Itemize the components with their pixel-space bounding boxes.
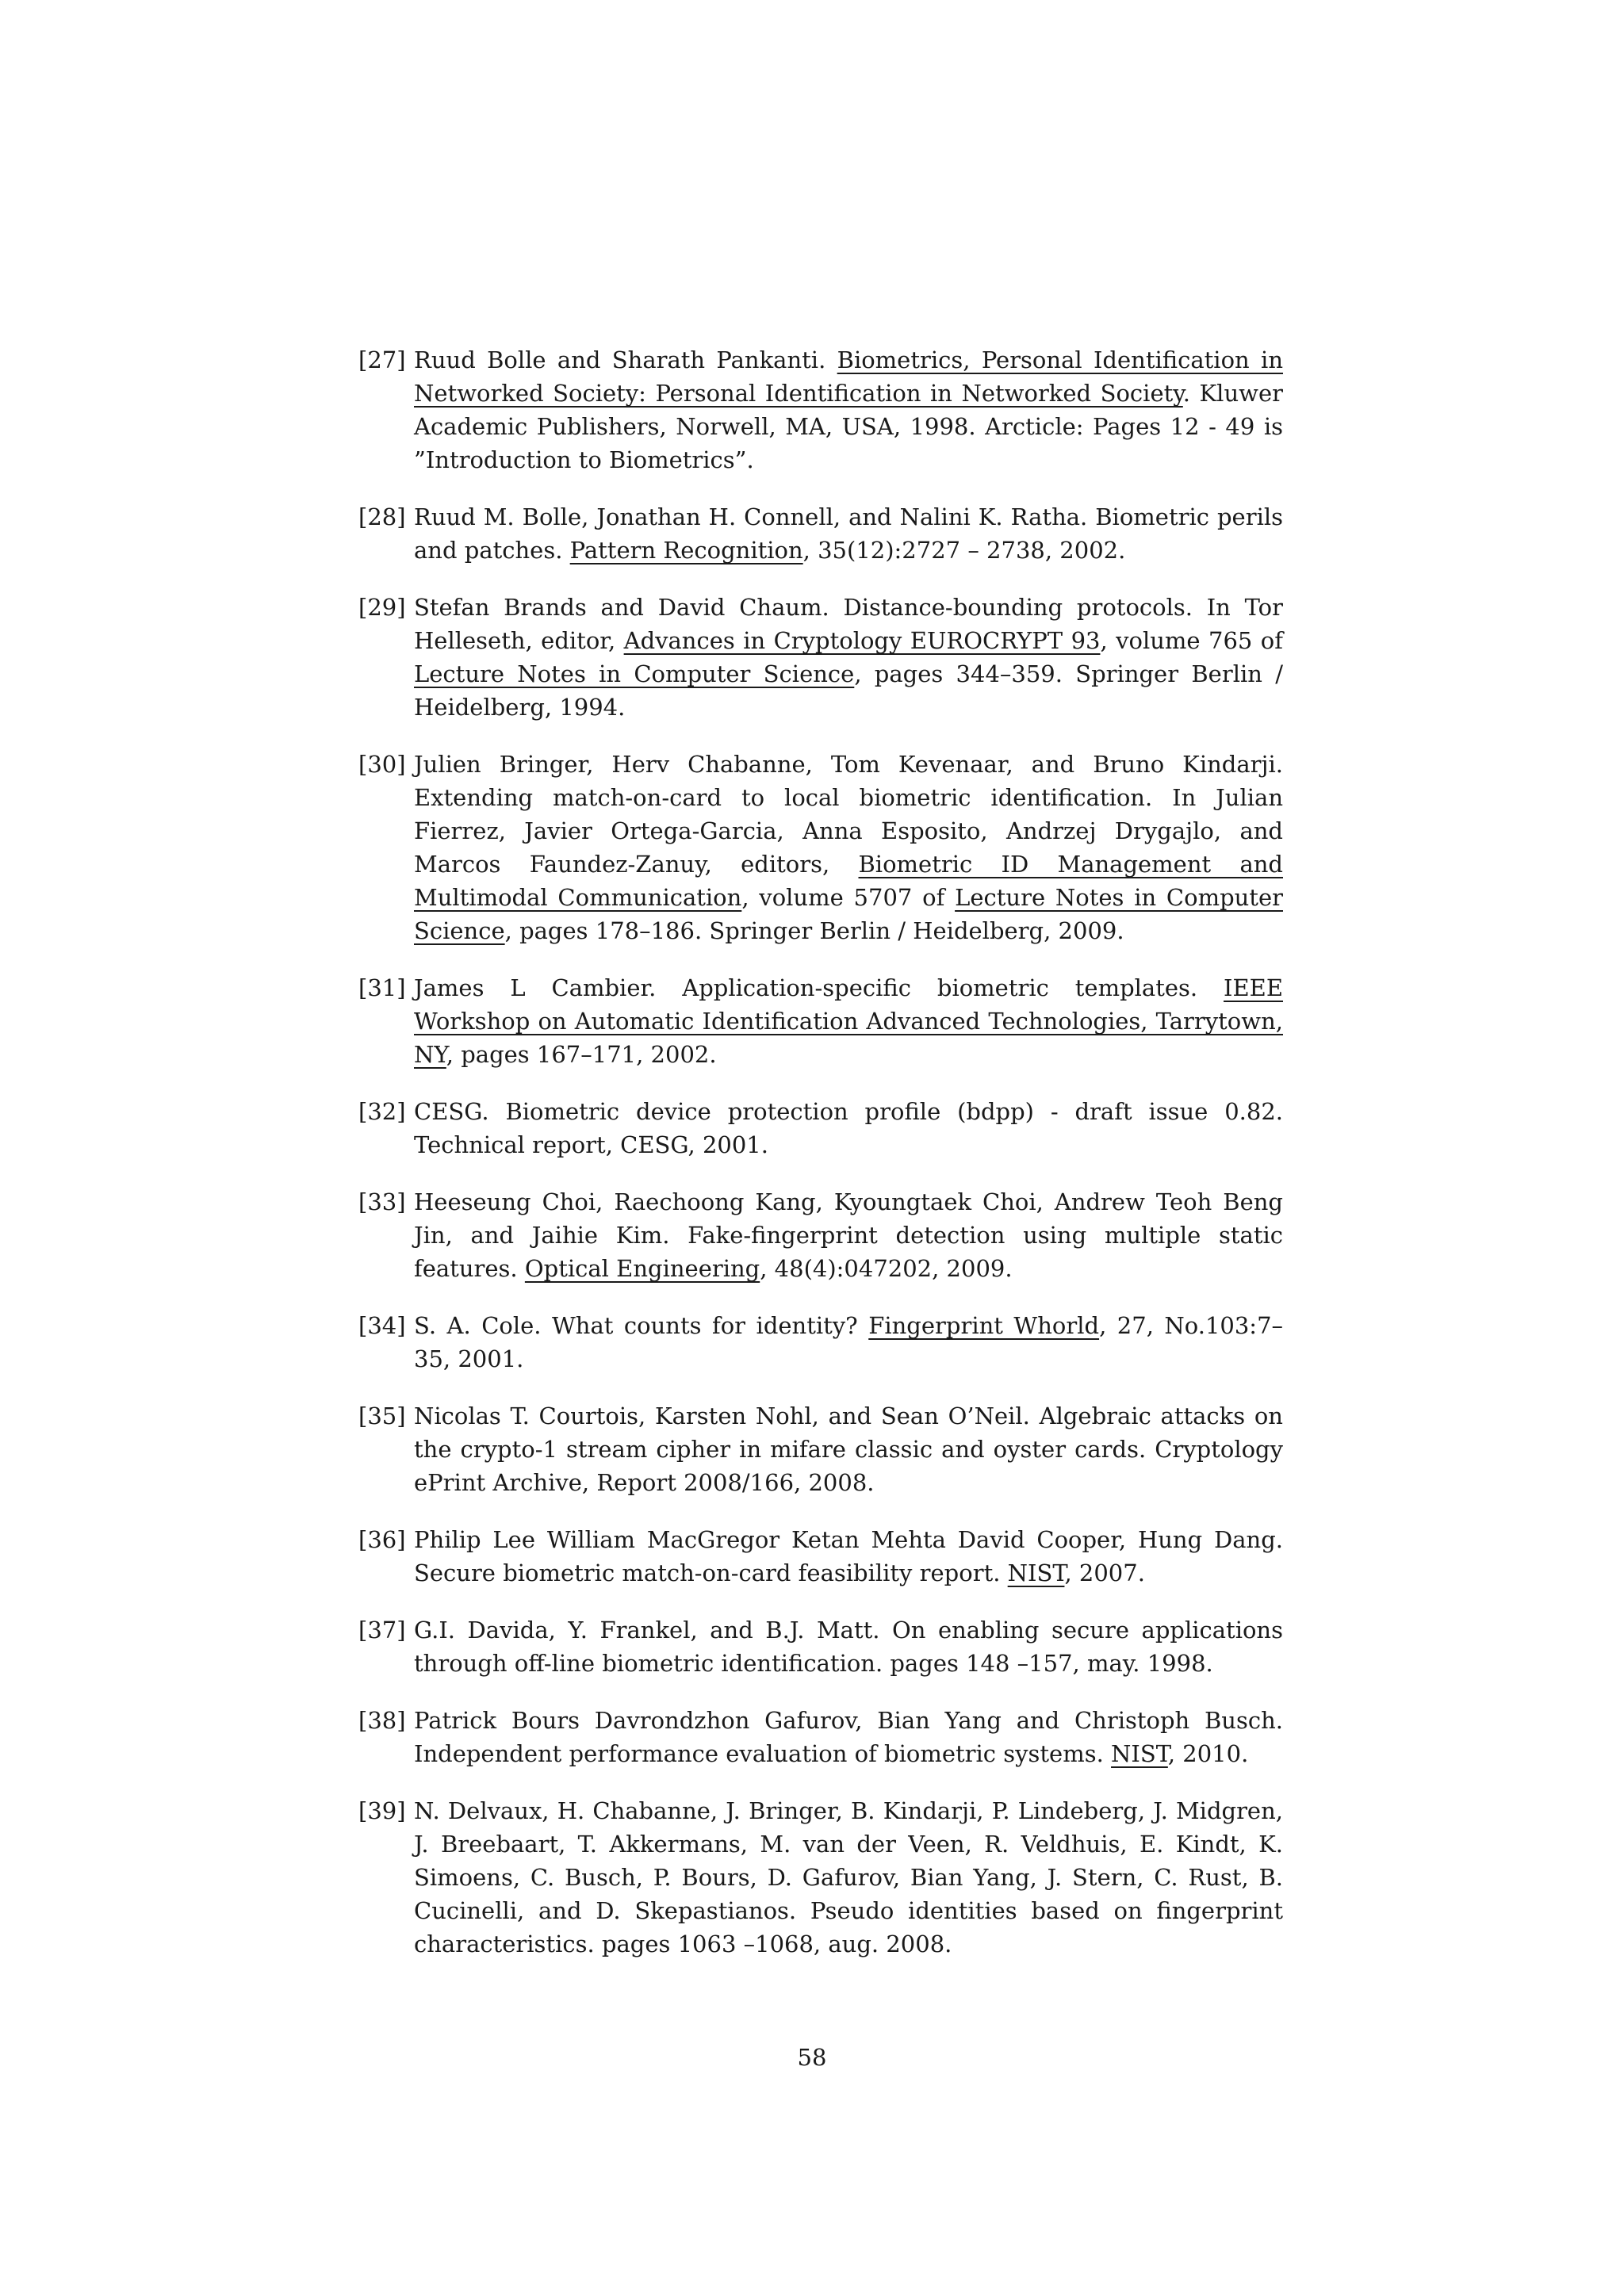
reference-venue: Advances in Cryptology EUROCRYPT 93 — [623, 627, 1101, 654]
reference-entry — [358, 1794, 1283, 1961]
reference-number: [33] — [358, 1188, 406, 1215]
reference-segment: S. A. Cole. What counts for identity? — [414, 1312, 869, 1339]
reference-segment: , pages 178–186. Springer Berlin / Heidelberg, 2009. — [504, 917, 1124, 944]
reference-segment: Heeseung Choi, Raechoong Kang, Kyoungtaek Choi, Andrew Teoh Beng Jin, and Jaihie Kim. Fake-fingerprint detection using multiple static features. — [414, 1188, 1283, 1282]
reference-text — [414, 1617, 1283, 1677]
reference-text — [414, 974, 1283, 1068]
reference-segment: , 35(12):2727 – 2738, 2002. — [802, 537, 1126, 564]
reference-segment: , volume 5707 of — [741, 884, 956, 911]
reference-number: [28] — [358, 503, 406, 530]
reference-number: [37] — [358, 1617, 406, 1644]
reference-number: [31] — [358, 974, 406, 1001]
reference-number: [39] — [358, 1797, 406, 1824]
reference-venue: Biometric ID Management and Multimodal Communication — [414, 851, 1283, 911]
reference-segment: Philip Lee William MacGregor Ketan Mehta David Cooper, Hung Dang. Secure biometric match-on-card feasibility report. — [414, 1526, 1283, 1586]
reference-number: [30] — [358, 751, 406, 778]
reference-text — [414, 594, 1283, 721]
reference-number: [27] — [358, 346, 406, 373]
reference-segment: , 2007. — [1064, 1559, 1145, 1586]
reference-entry — [358, 1613, 1283, 1680]
reference-text — [414, 1188, 1283, 1282]
reference-text — [414, 503, 1283, 564]
reference-entry — [358, 343, 1283, 476]
reference-entry — [358, 971, 1283, 1071]
reference-segment: Ruud M. Bolle, Jonathan H. Connell, and Nalini K. Ratha. Biometric perils and patches. — [414, 503, 1283, 564]
reference-segment: , pages 167–171, 2002. — [446, 1041, 717, 1068]
reference-number: [38] — [358, 1707, 406, 1734]
reference-number: [32] — [358, 1098, 406, 1125]
reference-list — [358, 343, 1283, 1984]
reference-segment: Stefan Brands and David Chaum. Distance-bounding protocols. In Tor Helleseth, editor, — [414, 594, 1283, 654]
reference-segment: , 27, No.103:7–35, 2001. — [414, 1312, 1284, 1372]
reference-entry — [358, 1185, 1283, 1285]
reference-venue: Pattern Recognition — [569, 537, 803, 564]
reference-segment: Patrick Bours Davrondzhon Gafurov, Bian Yang and Christoph Busch. Independent performance evaluation of biometric systems. — [414, 1707, 1283, 1767]
page-number: 58 — [797, 2044, 827, 2071]
reference-segment: James L Cambier. Application-specific biometric templates. — [414, 974, 1224, 1001]
reference-venue: IEEE Workshop on Automatic Identification Advanced Technologies, Tarrytown, NY — [414, 974, 1283, 1068]
reference-text — [414, 1526, 1283, 1586]
reference-venue: Lecture Notes in Computer Science — [414, 660, 855, 687]
reference-text — [414, 1312, 1283, 1372]
reference-segment: , 2010. — [1167, 1740, 1249, 1767]
reference-segment: Julien Bringer, Herv Chabanne, Tom Kevenaar, and Bruno Kindarji. Extending match-on-card to local biometric identification. In Julian Fierrez, Javier Ortega-Garcia, Anna Esposito, Andrzej Drygajlo, and Marcos Faundez-Zanuy, editors, — [414, 751, 1283, 878]
reference-text — [414, 1402, 1283, 1496]
reference-text — [414, 1098, 1283, 1158]
reference-number: [34] — [358, 1312, 406, 1339]
reference-segment: Ruud Bolle and Sharath Pankanti. — [414, 346, 837, 373]
reference-venue: Optical Engineering — [524, 1255, 760, 1282]
reference-entry — [358, 1704, 1283, 1770]
reference-segment: CESG. Biometric device protection profile (bdpp) - draft issue 0.82. Technical report, CESG, 2001. — [414, 1098, 1283, 1158]
reference-entry — [358, 1399, 1283, 1499]
reference-entry — [358, 500, 1283, 567]
reference-segment: , volume 765 of — [1100, 627, 1283, 654]
reference-venue: Lecture Notes in Computer Science — [414, 884, 1283, 944]
reference-number: [36] — [358, 1526, 406, 1553]
reference-entry — [358, 591, 1283, 724]
reference-segment: . Kluwer Academic Publishers, Norwell, MA, USA, 1998. Arcticle: Pages 12 - 49 is ”Introduction to Biometrics”. — [414, 380, 1283, 473]
reference-entry — [358, 1095, 1283, 1161]
reference-venue: NIST — [1007, 1559, 1065, 1586]
reference-entry — [358, 1523, 1283, 1590]
reference-text — [414, 1797, 1283, 1957]
reference-venue: Fingerprint Whorld — [868, 1312, 1100, 1339]
reference-text — [414, 751, 1283, 944]
reference-venue: Biometrics, Personal Identification in Networked Society: Personal Identification in Networked Society — [414, 346, 1283, 407]
reference-venue: NIST — [1111, 1740, 1168, 1767]
reference-segment: , 48(4):047202, 2009. — [760, 1255, 1013, 1282]
reference-number: [35] — [358, 1402, 406, 1429]
reference-entry — [358, 748, 1283, 947]
reference-segment: N. Delvaux, H. Chabanne, J. Bringer, B. Kindarji, P. Lindeberg, J. Midgren, J. Breebaart, T. Akkermans, M. van der Veen, R. Veldhuis, E. Kindt, K. Simoens, C. Busch, P. Bours, D. Gafurov, Bian Yang, J. Stern, C. Rust, B. Cucinelli, and D. Skepastianos. Pseudo identities based on fingerprint characteristics. pages 1063 –1068, aug. 2008. — [414, 1797, 1283, 1957]
reference-text — [414, 346, 1283, 473]
reference-segment: G.I. Davida, Y. Frankel, and B.J. Matt. On enabling secure applications through off-line biometric identification. pages 148 –157, may. 1998. — [414, 1617, 1283, 1677]
reference-segment: Nicolas T. Courtois, Karsten Nohl, and Sean O’Neil. Algebraic attacks on the crypto-1 stream cipher in mifare classic and oyster cards. Cryptology ePrint Archive, Report 2008/166, 2008. — [414, 1402, 1283, 1496]
reference-number: [29] — [358, 594, 406, 621]
reference-text — [414, 1707, 1283, 1767]
reference-entry — [358, 1309, 1283, 1376]
reference-segment: , pages 344–359. Springer Berlin / Heidelberg, 1994. — [414, 660, 1283, 721]
